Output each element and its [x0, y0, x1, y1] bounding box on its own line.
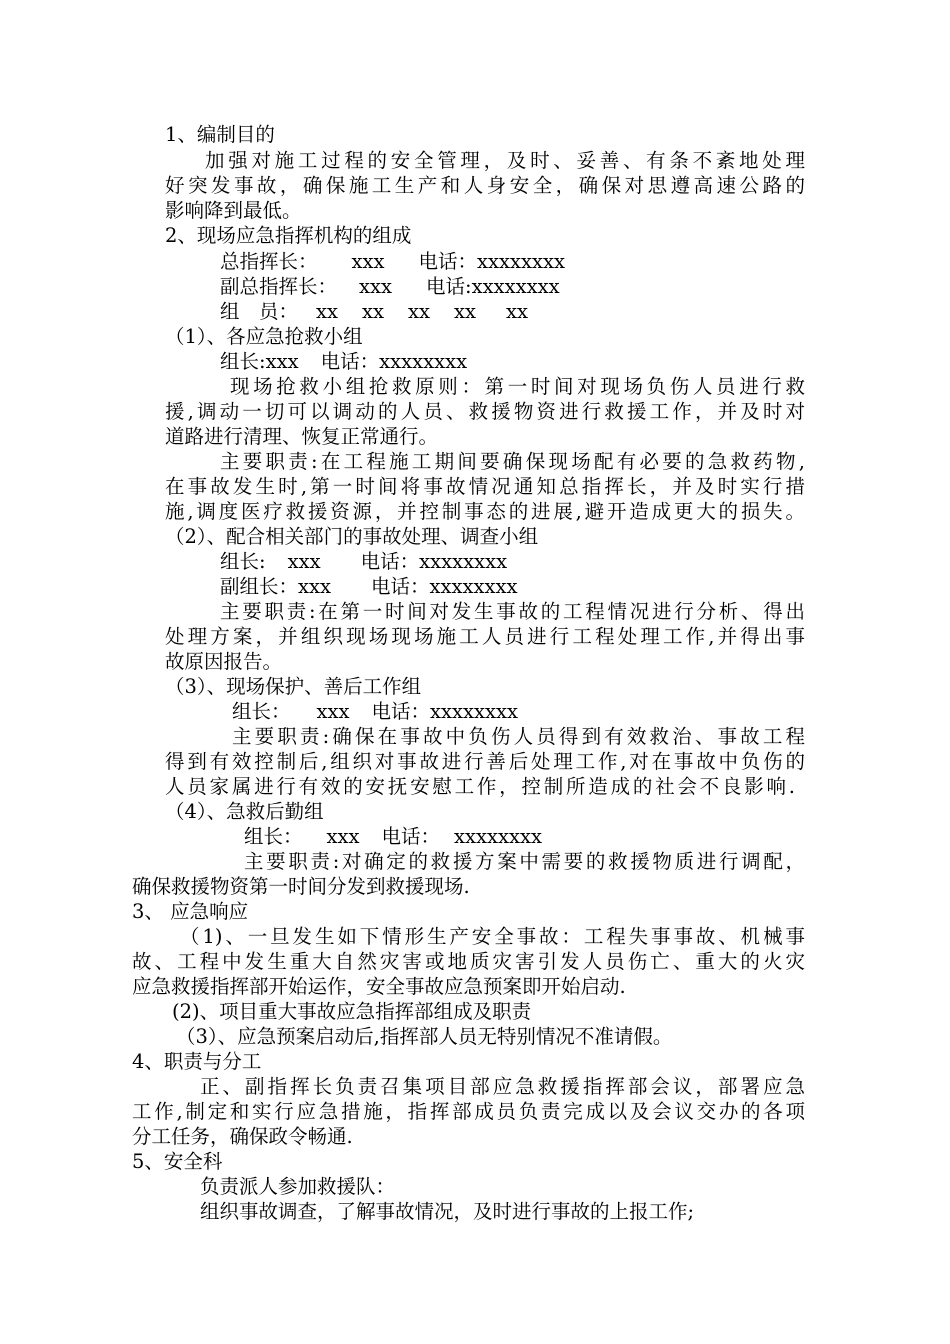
subsection-heading: （3）、现场保护、善后工作组	[165, 675, 422, 698]
paragraph-line: 分工任务，确保政令畅通.	[132, 1125, 353, 1148]
paragraph-line: 故原因报告。	[165, 650, 283, 673]
members-line: 组 员： xx xx xx xx xx	[220, 300, 529, 323]
paragraph-line: 组织事故调查，了解事故情况，及时进行事故的上报工作;	[200, 1200, 695, 1223]
paragraph-line: 主要职责:在工程施工期间要确保现场配有必要的急救药物,	[220, 450, 805, 473]
paragraph-line: 人员家属进行有效的安抚安慰工作，控制所造成的社会不良影响.	[165, 775, 795, 798]
paragraph-line: 道路进行清理、恢复正常通行。	[165, 425, 439, 448]
deputy-commander-line: 副总指挥长： xxx 电话:xxxxxxxx	[220, 275, 560, 298]
paragraph-line: 故、工程中发生重大自然灾害或地质灾害引发人员伤亡、重大的火灾	[132, 950, 805, 973]
paragraph-line: （1)、一旦发生如下情形生产安全事故：工程失事事故、机械事	[180, 925, 805, 948]
paragraph-line: （3）、应急预案启动后,指挥部人员无特别情况不准请假。	[176, 1025, 673, 1048]
paragraph-line: 正、副指挥长负责召集项目部应急救援指挥部会议，部署应急	[200, 1075, 805, 1098]
paragraph-line: 处理方案，并组织现场现场施工人员进行工程处理工作,并得出事	[165, 625, 805, 648]
leader-line: 组长： xxx 电话： xxxxxxxx	[244, 825, 543, 848]
section-heading: 1、编制目的	[165, 123, 275, 146]
subsection-heading: （1）、各应急抢救小组	[165, 325, 363, 348]
paragraph-line: 现场抢救小组抢救原则：第一时间对现场负伤人员进行救	[230, 375, 805, 398]
section-heading: 3、 应急响应	[132, 900, 249, 923]
paragraph-line: 好突发事故，确保施工生产和人身安全，确保对思遵高速公路的	[165, 174, 805, 197]
leader-line: 组长:xxx 电话：xxxxxxxx	[220, 350, 468, 373]
paragraph-line: 援,调动一切可以调动的人员、救援物资进行救援工作，并及时对	[165, 400, 805, 423]
paragraph-line: 影响降到最低。	[165, 199, 302, 222]
subsection-heading: （2）、配合相关部门的事故处理、调查小组	[165, 525, 539, 548]
commander-line: 总指挥长： xxx 电话：xxxxxxxx	[220, 250, 566, 273]
leader-line: 组长: xxx 电话：xxxxxxxx	[220, 550, 508, 573]
deputy-leader-line: 副组长：xxx 电话：xxxxxxxx	[220, 575, 518, 598]
section-heading: 4、职责与分工	[132, 1050, 262, 1073]
section-heading: 2、现场应急指挥机构的组成	[165, 224, 412, 247]
paragraph-line: 负责派人参加救援队：	[200, 1175, 396, 1198]
section-heading: 5、安全科	[132, 1150, 223, 1173]
paragraph-line: 加强对施工过程的安全管理，及时、妥善、有条不紊地处理	[205, 149, 805, 172]
subsection-heading: （4）、急救后勤组	[165, 800, 324, 823]
paragraph-line: 主要职责:在第一时间对发生事故的工程情况进行分析、得出	[220, 600, 805, 623]
paragraph-line: 应急救援指挥部开始运作，安全事故应急预案即开始启动.	[132, 975, 626, 998]
paragraph-line: 工作,制定和实行应急措施，指挥部成员负责完成以及会议交办的各项	[132, 1100, 805, 1123]
paragraph-line: 主要职责:对确定的救援方案中需要的救援物质进行调配，	[244, 850, 805, 873]
paragraph-line: 施,调度医疗救援资源，并控制事态的进展,避开造成更大的损失。	[165, 500, 805, 523]
paragraph-line: 在事故发生时,第一时间将事故情况通知总指挥长，并及时实行措	[165, 475, 805, 498]
leader-line: 组长： xxx 电话：xxxxxxxx	[232, 700, 519, 723]
paragraph-line: 得到有效控制后,组织对事故进行善后处理工作,对在事故中负伤的	[165, 750, 805, 773]
paragraph-line: (2)、项目重大事故应急指挥部组成及职责	[172, 1000, 532, 1023]
paragraph-line: 确保救援物资第一时间分发到救援现场.	[132, 875, 470, 898]
paragraph-line: 主要职责:确保在事故中负伤人员得到有效救治、事故工程	[232, 725, 805, 748]
